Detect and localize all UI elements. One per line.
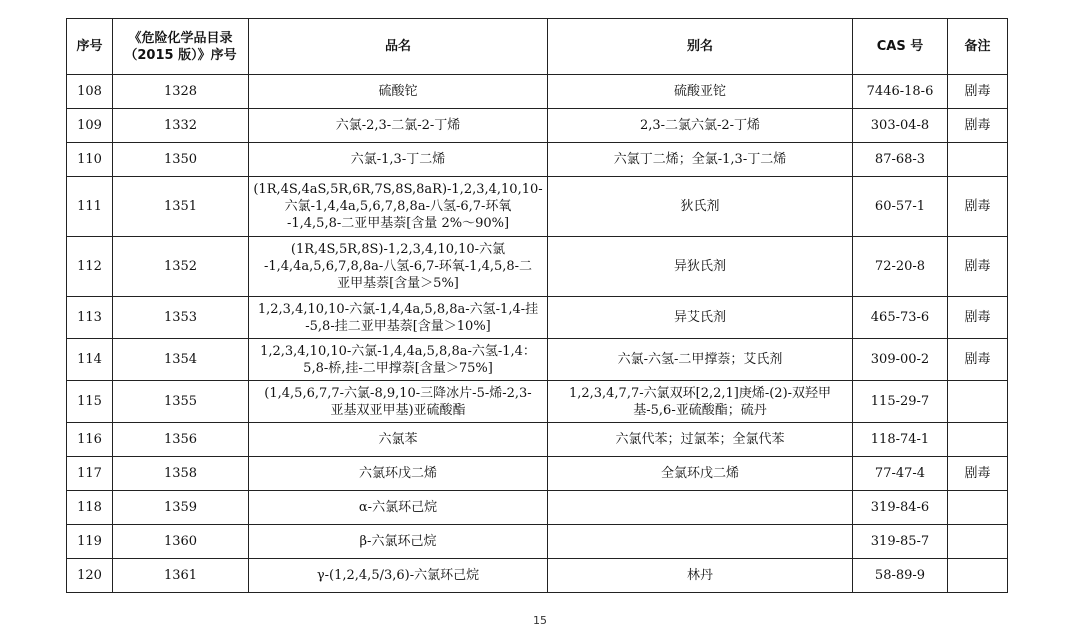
cell-name: 六氯苯 [249,423,548,457]
cell-note: 剧毒 [948,109,1008,143]
cell-cas: 87-68-3 [853,143,948,177]
page-number: 15 [533,614,547,627]
cell-note: 剧毒 [948,75,1008,109]
cell-name: β-六氯环己烷 [249,525,548,559]
table-row [67,143,1008,177]
cell-seq: 118 [67,491,113,525]
cell-seq: 117 [67,457,113,491]
table-row [67,75,1008,109]
cell-catalog-seq: 1354 [113,339,249,381]
cell-cas: 58-89-9 [853,559,948,593]
cell-cas: 465-73-6 [853,297,948,339]
header-catalog-seq: 《危险化学品目录 （2015 版）》序号 [113,19,249,75]
cell-catalog-seq: 1350 [113,143,249,177]
cell-catalog-seq: 1355 [113,381,249,423]
cell-note: 剧毒 [948,339,1008,381]
cell-name: 六氯-1,3-丁二烯 [249,143,548,177]
cell-note [948,381,1008,423]
cell-seq: 108 [67,75,113,109]
table-row [67,177,1008,237]
cell-seq: 109 [67,109,113,143]
cell-name: 1,2,3,4,10,10-六氯-1,4,4a,5,8,8a-六氢-1,4-挂 -5,8-挂二亚甲基萘[含量＞10%] [249,297,548,339]
cell-alias [548,491,853,525]
cell-cas: 60-57-1 [853,177,948,237]
cell-cas: 319-84-6 [853,491,948,525]
cell-seq: 119 [67,525,113,559]
cell-seq: 115 [67,381,113,423]
cell-note [948,143,1008,177]
cell-alias: 硫酸亚铊 [548,75,853,109]
cell-cas: 72-20-8 [853,237,948,297]
cell-seq: 116 [67,423,113,457]
cell-name: 六氯环戊二烯 [249,457,548,491]
cell-name: 六氯-2,3-二氯-2-丁烯 [249,109,548,143]
cell-note [948,491,1008,525]
cell-cas: 319-85-7 [853,525,948,559]
cell-alias: 异狄氏剂 [548,237,853,297]
table-row [67,297,1008,339]
table-row [67,457,1008,491]
cell-cas: 77-47-4 [853,457,948,491]
cell-catalog-seq: 1360 [113,525,249,559]
cell-note [948,423,1008,457]
cell-note: 剧毒 [948,177,1008,237]
cell-note: 剧毒 [948,457,1008,491]
cell-alias [548,525,853,559]
cell-note: 剧毒 [948,297,1008,339]
cell-alias: 1,2,3,4,7,7-六氯双环[2,2,1]庚烯-(2)-双羟甲 基-5,6-亚硫酸酯；硫丹 [548,381,853,423]
cell-catalog-seq: 1356 [113,423,249,457]
table-row [67,491,1008,525]
cell-cas: 309-00-2 [853,339,948,381]
cell-alias: 六氯代苯；过氯苯；全氯代苯 [548,423,853,457]
table-row [67,237,1008,297]
table-row [67,381,1008,423]
header-alias: 别名 [548,19,853,75]
cell-alias: 六氯-六氢-二甲撑萘；艾氏剂 [548,339,853,381]
table-row [67,423,1008,457]
cell-catalog-seq: 1358 [113,457,249,491]
cell-seq: 113 [67,297,113,339]
cell-alias: 2,3-二氯六氯-2-丁烯 [548,109,853,143]
cell-seq: 110 [67,143,113,177]
cell-catalog-seq: 1351 [113,177,249,237]
header-seq: 序号 [67,19,113,75]
cell-catalog-seq: 1361 [113,559,249,593]
cell-cas: 118-74-1 [853,423,948,457]
cell-seq: 112 [67,237,113,297]
cell-seq: 114 [67,339,113,381]
cell-alias: 全氯环戊二烯 [548,457,853,491]
table-row [67,339,1008,381]
cell-seq: 111 [67,177,113,237]
cell-name: α-六氯环己烷 [249,491,548,525]
header-row [67,19,1008,75]
header-note: 备注 [948,19,1008,75]
cell-alias: 狄氏剂 [548,177,853,237]
cell-catalog-seq: 1353 [113,297,249,339]
header-name: 品名 [249,19,548,75]
cell-note: 剧毒 [948,237,1008,297]
cell-name: γ-(1,2,4,5/3,6)-六氯环己烷 [249,559,548,593]
cell-name: (1,4,5,6,7,7-六氯-8,9,10-三降冰片-5-烯-2,3- 亚基双亚甲基)亚硫酸酯 [249,381,548,423]
cell-cas: 7446-18-6 [853,75,948,109]
cell-name: 1,2,3,4,10,10-六氯-1,4,4a,5,8,8a-六氢-1,4： 5,8-桥,挂-二甲撑萘[含量＞75%] [249,339,548,381]
cell-name: 硫酸铊 [249,75,548,109]
cell-note [948,525,1008,559]
table-row [67,559,1008,593]
table-row [67,525,1008,559]
cell-catalog-seq: 1332 [113,109,249,143]
cell-seq: 120 [67,559,113,593]
table-row [67,109,1008,143]
cell-catalog-seq: 1352 [113,237,249,297]
cell-alias: 林丹 [548,559,853,593]
cell-alias: 六氯丁二烯；全氯-1,3-丁二烯 [548,143,853,177]
cell-cas: 303-04-8 [853,109,948,143]
cell-note [948,559,1008,593]
cell-name: (1R,4S,4aS,5R,6R,7S,8S,8aR)-1,2,3,4,10,10- 六氯-1,4,4a,5,6,7,8,8a-八氢-6,7-环氧 -1,4,5,8-二亚甲基萘[含量 2%～90%] [249,177,548,237]
cell-alias: 异艾氏剂 [548,297,853,339]
cell-catalog-seq: 1328 [113,75,249,109]
cell-cas: 115-29-7 [853,381,948,423]
chemical-table [66,18,1008,593]
cell-catalog-seq: 1359 [113,491,249,525]
cell-name: (1R,4S,5R,8S)-1,2,3,4,10,10-六氯 -1,4,4a,5,6,7,8,8a-八氢-6,7-环氧-1,4,5,8-二 亚甲基萘[含量＞5%] [249,237,548,297]
header-cas: CAS 号 [853,19,948,75]
